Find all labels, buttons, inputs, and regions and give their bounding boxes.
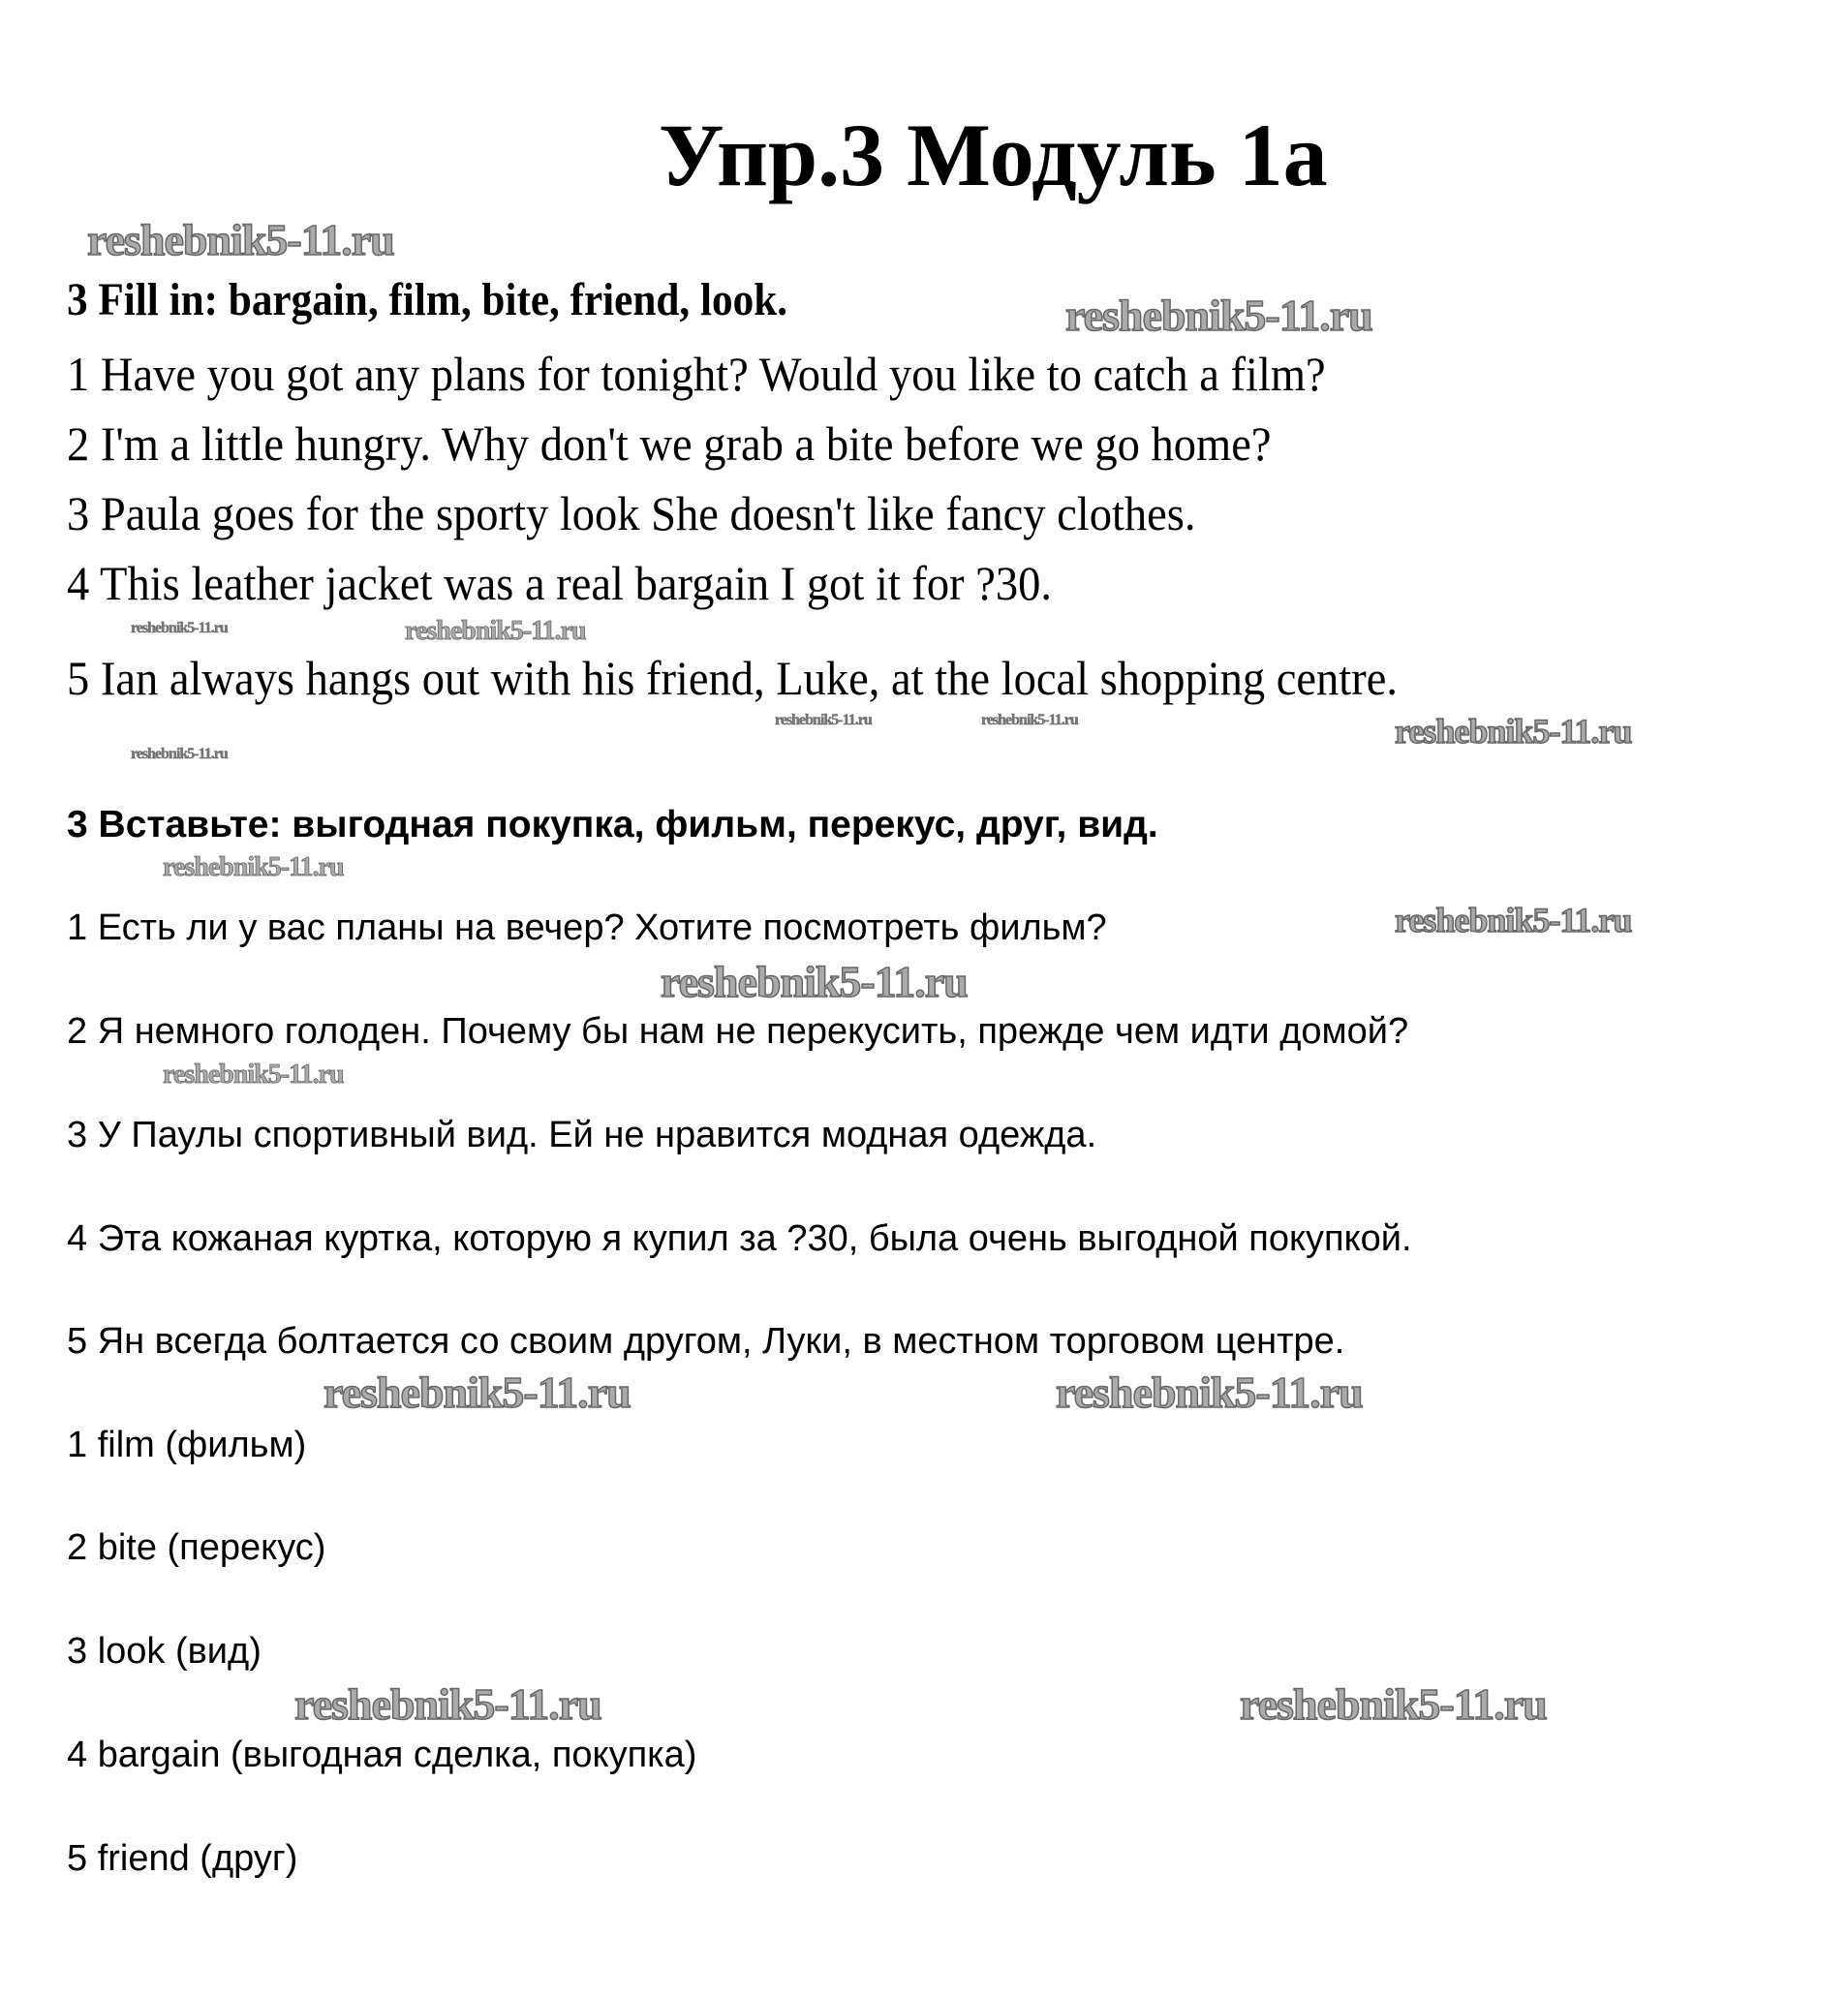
russian-sentence: 5 Ян всегда болтается со своим другом, Луки, в местном торговом центре.: [67, 1321, 1345, 1362]
watermark: reshebnik5-11.ru: [405, 616, 586, 646]
watermark: reshebnik5-11.ru: [1395, 712, 1632, 751]
exercise-heading-english: 3 Fill in: bargain, film, bite, friend, look.: [67, 274, 788, 325]
russian-sentence: 3 У Паулы спортивный вид. Ей не нравится модная одежда.: [67, 1115, 1097, 1155]
watermark: reshebnik5-11.ru: [1065, 291, 1372, 340]
russian-sentence: 4 Эта кожаная куртка, которую я купил за ?30, была очень выгодной покупкой.: [67, 1218, 1412, 1259]
watermark: reshebnik5-11.ru: [661, 957, 968, 1006]
watermark: reshebnik5-11.ru: [1056, 1368, 1363, 1417]
english-sentence: 3 Paula goes for the sporty look She doesn't like fancy clothes.: [67, 486, 1196, 540]
english-sentence: 2 I'm a little hungry. Why don't we grab a bite before we go home?: [67, 416, 1272, 471]
watermark: reshebnik5-11.ru: [323, 1368, 631, 1417]
answer-item: 3 look (вид): [67, 1631, 262, 1672]
russian-sentence: 1 Есть ли у вас планы на вечер? Хотите посмотреть фильм?: [67, 907, 1107, 948]
watermark: reshebnik5-11.ru: [131, 620, 228, 636]
russian-sentence: 2 Я немного голоден. Почему бы нам не перекусить, прежде чем идти домой?: [67, 1011, 1409, 1052]
watermark: reshebnik5-11.ru: [775, 712, 872, 728]
english-sentence: 4 This leather jacket was a real bargain I got it for ?30.: [67, 556, 1053, 610]
watermark: reshebnik5-11.ru: [1395, 901, 1632, 939]
watermark: reshebnik5-11.ru: [163, 1060, 344, 1090]
answer-item: 4 bargain (выгодная сделка, покупка): [67, 1735, 697, 1775]
english-sentence: 5 Ian always hangs out with his friend, Luke, at the local shopping centre.: [67, 651, 1398, 705]
exercise-heading-russian: 3 Вставьте: выгодная покупка, фильм, перекус, друг, вид.: [67, 804, 1158, 845]
answer-item: 1 film (фильм): [67, 1425, 307, 1465]
page-title: Упр.3 Модуль 1а: [659, 106, 1328, 204]
watermark: reshebnik5-11.ru: [163, 852, 344, 882]
english-sentence: 1 Have you got any plans for tonight? Would you like to catch a film?: [67, 347, 1326, 401]
watermark: reshebnik5-11.ru: [131, 746, 228, 762]
watermark: reshebnik5-11.ru: [294, 1679, 601, 1729]
answer-item: 2 bite (перекус): [67, 1527, 326, 1568]
watermark: reshebnik5-11.ru: [1240, 1679, 1547, 1729]
watermark: reshebnik5-11.ru: [87, 215, 394, 264]
watermark: reshebnik5-11.ru: [981, 712, 1078, 728]
answer-item: 5 friend (друг): [67, 1838, 298, 1879]
